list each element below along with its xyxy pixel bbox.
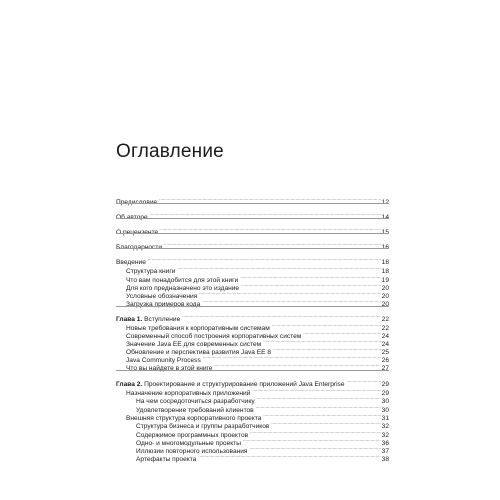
toc-entry-text: Вступление [144, 316, 181, 323]
toc-page-number: 12 [381, 199, 389, 206]
toc-dot-leader [202, 297, 380, 306]
toc-entry-text: Что вы найдете в этой книге [126, 365, 213, 372]
toc-entry[interactable] [136, 394, 389, 403]
toc-chapter-number: Глава 2. [116, 381, 143, 388]
toc-entry-text: Условные обозначения [126, 293, 198, 300]
toc-page-number: 22 [381, 325, 389, 332]
toc-entry-text: Современный способ построения корпоративных систем [126, 333, 302, 340]
toc-entry[interactable] [116, 255, 389, 264]
toc-entry-text: Для кого предназначено это издание [126, 285, 240, 292]
toc-entry[interactable] [116, 377, 389, 386]
toc-page-number: 20 [381, 285, 389, 292]
toc-page-number: 38 [381, 456, 389, 463]
section-divider [116, 218, 389, 219]
page-title: Оглавление [116, 141, 224, 162]
toc-entry-text: Введение [116, 259, 146, 266]
section-divider [116, 248, 389, 249]
toc-dot-leader [148, 255, 381, 264]
toc-entry-text: Об авторе [116, 214, 148, 221]
toc-page-number: 24 [381, 333, 389, 340]
toc-dot-leader [198, 452, 380, 461]
toc-entry-text: Благодарности [116, 244, 163, 251]
toc-entry-text: Структура бизнеса и группы разработчиков [136, 423, 270, 430]
toc-page-number: 26 [381, 357, 389, 364]
toc-page-number: 24 [381, 341, 389, 348]
toc-entry-text: Содержимое программных проектов [136, 432, 249, 439]
toc-page-number: 29 [381, 381, 389, 388]
toc-entry[interactable] [126, 264, 389, 273]
section-divider [116, 370, 389, 371]
toc-dot-leader [214, 361, 380, 370]
toc-entry[interactable] [116, 312, 389, 321]
toc-entry-text: Удовлетворение требований клиентов [136, 407, 254, 414]
toc-page-number: 36 [381, 440, 389, 447]
toc-entry-text: Значение Java EE для современных систем [126, 341, 262, 348]
toc-page-number: 14 [381, 214, 389, 221]
toc-entry-text: Что вам понадобится для этой книги [126, 277, 239, 284]
toc-entry[interactable] [126, 297, 389, 306]
toc-entry-text: Структура книги [126, 268, 176, 275]
toc-entry-text: Обновление и перспектива развития Java EE 8 [126, 349, 272, 356]
toc-page-number: 31 [381, 415, 389, 422]
toc-entry-title [136, 455, 197, 464]
section-divider [116, 306, 389, 307]
toc-page-number: 30 [381, 407, 389, 414]
toc-entry-text: На чем сосредоточиться разработчику [136, 398, 255, 405]
toc-entry-text: Загрузка примеров кода [126, 301, 201, 308]
toc-page-number: 25 [381, 349, 389, 356]
toc-page-number: 27 [381, 365, 389, 372]
toc-entry[interactable] [136, 452, 389, 461]
toc-page-number: 37 [381, 448, 389, 455]
toc-entry-text: Предисловие [116, 199, 158, 206]
toc-entry-title [126, 300, 201, 309]
toc-page-number: 29 [381, 390, 389, 397]
toc-page-number: 22 [381, 316, 389, 323]
toc-entry-text: Иллюзии повторного использования [136, 448, 248, 455]
toc-entry-text: Назначение корпоративных приложений [126, 390, 251, 397]
toc-page-number: 32 [381, 432, 389, 439]
toc-entry-text: Внешняя структура корпоративного проекта [126, 415, 262, 422]
toc-dot-leader [271, 419, 380, 428]
toc-page-number: 15 [381, 229, 389, 236]
toc-page-number: 19 [381, 277, 389, 284]
toc-dot-leader [347, 377, 381, 386]
toc-entry-text: Одно- и многомодульные проекты [136, 440, 241, 447]
toc-dot-leader [182, 312, 380, 321]
section-divider [116, 203, 389, 204]
toc-page-number: 32 [381, 423, 389, 430]
toc-page-number: 16 [381, 244, 389, 251]
toc-entry[interactable] [126, 361, 389, 370]
toc-page-number: 18 [381, 259, 389, 266]
toc-page-number: 20 [381, 301, 389, 308]
toc-dot-leader [257, 394, 381, 403]
toc-page-number: 20 [381, 293, 389, 300]
toc-chapter-number: Глава 1. [116, 316, 143, 323]
table-of-contents [116, 0, 389, 500]
toc-entry[interactable] [136, 419, 389, 428]
toc-entry-text: Java Community Process [126, 357, 201, 364]
toc-entry-text: О рецензенте [116, 229, 159, 236]
toc-entry-title [126, 364, 213, 373]
section-divider [116, 233, 389, 234]
toc-entry-text: Проектирование и структурирование приложений Java Enterprise [144, 381, 345, 388]
toc-page-number: 18 [381, 268, 389, 275]
toc-entry-text: Новые требования к корпоративным системам [126, 325, 270, 332]
toc-entry-text: Артефакты проекта [136, 456, 197, 463]
toc-dot-leader [177, 264, 380, 273]
toc-page-number: 30 [381, 398, 389, 405]
